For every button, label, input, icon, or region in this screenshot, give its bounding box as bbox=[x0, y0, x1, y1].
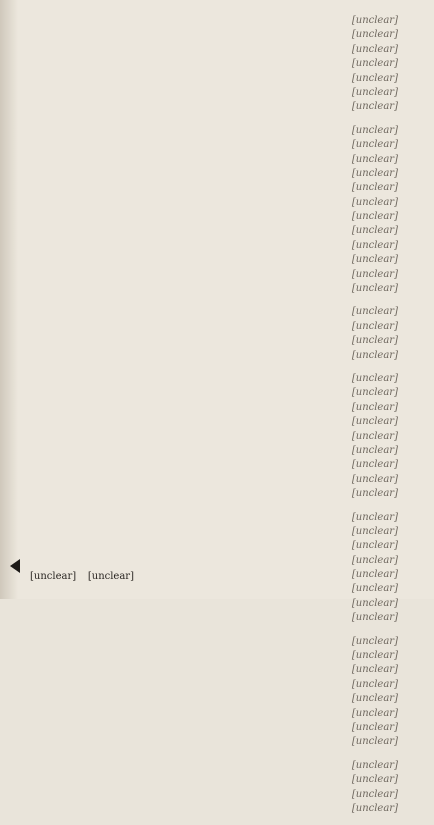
paragraph-line: [unclear] bbox=[351, 239, 398, 251]
paragraph-line: [unclear] bbox=[351, 430, 398, 442]
paragraph-line: [unclear] bbox=[351, 635, 398, 647]
paragraph-line: [unclear] bbox=[351, 72, 398, 84]
paragraph-line: [unclear] bbox=[351, 473, 398, 485]
paragraph-line: [unclear] bbox=[351, 416, 398, 428]
paragraph-line: [unclear] bbox=[351, 597, 398, 609]
paragraph-line: [unclear] bbox=[351, 459, 398, 471]
paragraph-line: [unclear] bbox=[351, 254, 398, 266]
paragraph-line: [unclear] bbox=[351, 43, 398, 55]
paragraph-line: [unclear] bbox=[351, 488, 398, 500]
paragraph-line: [unclear] bbox=[351, 612, 398, 624]
paragraph-line: [unclear] bbox=[351, 511, 398, 523]
paragraph-line: [unclear] bbox=[351, 664, 398, 676]
paragraph-line: [unclear] bbox=[351, 650, 398, 662]
paragraph-line: [unclear] bbox=[351, 707, 398, 719]
paragraph-line: [unclear] bbox=[351, 540, 398, 552]
paragraph-line: [unclear] bbox=[351, 387, 398, 399]
paragraph-line: [unclear] bbox=[351, 58, 398, 70]
paragraph-line: [unclear] bbox=[351, 693, 398, 705]
paragraph-line: [unclear] bbox=[351, 759, 398, 771]
paragraph-line: [unclear] bbox=[351, 196, 398, 208]
paragraph-line: [unclear] bbox=[351, 268, 398, 280]
paragraph-line: [unclear] bbox=[351, 182, 398, 194]
paragraph-line: [unclear] bbox=[351, 139, 398, 151]
magazine-title: [unclear] bbox=[87, 571, 134, 582]
paragraph-line: [unclear] bbox=[351, 283, 398, 295]
page-number: [unclear] bbox=[30, 571, 77, 582]
paragraph-line: [unclear] bbox=[351, 372, 398, 384]
page-footer bbox=[30, 571, 170, 587]
scan-shadow bbox=[0, 0, 18, 599]
page-turn-arrow-icon bbox=[10, 559, 20, 573]
paragraph-line: [unclear] bbox=[351, 774, 398, 786]
paragraph-line: [unclear] bbox=[351, 554, 398, 566]
paragraph-line: [unclear] bbox=[351, 335, 398, 347]
paragraph-line: [unclear] bbox=[351, 736, 398, 748]
paragraph-line: [unclear] bbox=[351, 569, 398, 581]
article-paragraph bbox=[38, 14, 398, 115]
article-paragraph bbox=[38, 511, 398, 626]
article-paragraph bbox=[38, 124, 398, 297]
paragraph-line: [unclear] bbox=[351, 525, 398, 537]
paragraph-line: [unclear] bbox=[351, 444, 398, 456]
paragraph-line: [unclear] bbox=[351, 101, 398, 113]
paragraph-line: [unclear] bbox=[351, 15, 398, 26]
paragraph-line: [unclear] bbox=[351, 721, 398, 733]
paragraph-line: [unclear] bbox=[351, 167, 398, 179]
paragraph-line: [unclear] bbox=[351, 211, 398, 223]
paragraph-line: [unclear] bbox=[351, 802, 398, 814]
paragraph-line: [unclear] bbox=[351, 678, 398, 690]
paragraph-line: [unclear] bbox=[351, 401, 398, 413]
paragraph-line: [unclear] bbox=[351, 306, 398, 318]
article-paragraph bbox=[38, 305, 398, 363]
paragraph-line: [unclear] bbox=[351, 320, 398, 332]
paragraph-line: [unclear] bbox=[351, 225, 398, 237]
article-paragraph bbox=[38, 759, 398, 817]
article-body bbox=[38, 14, 398, 825]
paragraph-line: [unclear] bbox=[351, 583, 398, 595]
paragraph-line: [unclear] bbox=[351, 153, 398, 165]
paragraph-line: [unclear] bbox=[351, 29, 398, 41]
paragraph-line: [unclear] bbox=[351, 124, 398, 136]
paragraph-line: [unclear] bbox=[351, 86, 398, 98]
paragraph-line: [unclear] bbox=[351, 788, 398, 800]
article-paragraph bbox=[38, 372, 398, 502]
article-paragraph bbox=[38, 635, 398, 750]
paragraph-line: [unclear] bbox=[351, 349, 398, 361]
